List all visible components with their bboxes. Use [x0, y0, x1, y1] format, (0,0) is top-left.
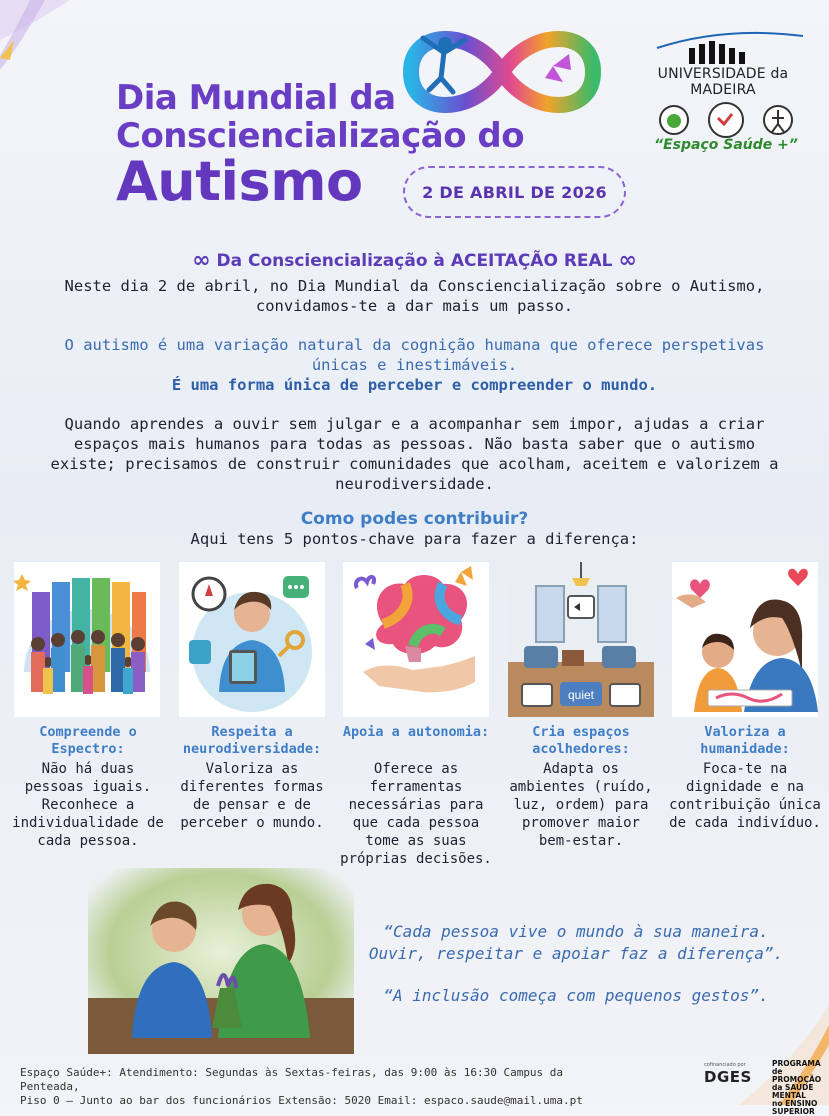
card-title-neurodiversity: Respeita a neurodiversidade:: [182, 724, 322, 757]
infinity-logo: [393, 18, 611, 126]
espaco-saude-icons: [654, 100, 804, 140]
program-line-4: no ENSINO SUPERIOR: [772, 1099, 818, 1116]
card-title-spectrum: Compreende o Espectro:: [39, 724, 137, 757]
university-name: UNIVERSIDADE da MADEIRA: [657, 66, 789, 98]
card-body-neurodiversity: Valoriza as diferentes formas de pensar e de perceber o mundo.: [180, 761, 324, 831]
date-badge: 2 DE ABRIL DE 2026: [403, 166, 626, 218]
section-title: Como podes contribuir?: [300, 509, 529, 529]
card-image-neurodiversity: [179, 562, 325, 717]
card-body-spaces: Adapta os ambientes (ruído, luz, ordem) para promover maior bem-estar.: [509, 761, 653, 849]
footer-line-1: Espaço Saúde+: Atendimento: Segundas às Sextas-feiras, das 9:00 às 16:30 Campus da Penteada,: [20, 1066, 564, 1093]
headline-text: Da Consciencialização à ACEITAÇÃO REAL: [216, 251, 613, 271]
intro-paragraph-2: O autismo é uma variação natural da cognição humana que oferece perspetivas únicas e inestimáveis.: [64, 336, 765, 374]
quote-1: “Cada pessoa vive o mundo à sua maneira. Ouvir, respeitar e apoiar faz a diferença”.: [368, 922, 784, 963]
uma-logo-icon: [655, 30, 805, 66]
program-logo: [772, 1059, 824, 1116]
title-line-1: Dia Mundial da: [116, 78, 396, 118]
espaco-saude-logo: “Espaço Saúde +”: [654, 137, 798, 153]
program-line-3: da SAÚDE MENTAL: [772, 1083, 814, 1100]
dges-logo: [704, 1062, 764, 1096]
quote-2: “A inclusão começa com pequenos gestos”.: [383, 986, 769, 1005]
dges-name: DGES: [704, 1068, 752, 1086]
footer-info: [20, 1066, 620, 1108]
card-body-spectrum: Não há duas pessoas iguais. Reconhece a individualidade de cada pessoa.: [12, 761, 164, 849]
card-title-autonomy: Apoia a autonomia:: [342, 724, 490, 740]
intro-paragraph-1: Neste dia 2 de abril, no Dia Mundial da Consciencialização sobre o Autismo, convidamos-te a dar mais um passo.: [64, 277, 765, 315]
title-line-2: Consciencialização do: [116, 116, 525, 156]
intro-paragraph-3: Quando aprendes a ouvir sem julgar e a acompanhar sem impor, ajudas a criar espaços mais humanos para todas as pessoas. Não basta saber que o autismo existe; precisamos de construir comunidades que acolham, aceitem e valorizem a neurodiversidade.: [50, 415, 779, 493]
program-line-1: PROGRAMA: [772, 1059, 821, 1068]
card-title-humanity: Valoriza a humanidade:: [700, 724, 790, 757]
footer-line-2: Piso 0 – Junto ao bar dos funcionários Extensão: 5020 Email: espaco.saude@mail.uma.pt: [20, 1094, 583, 1107]
intro-highlight: É uma forma única de perceber e compreender o mundo.: [171, 376, 658, 394]
card-image-autonomy: [343, 562, 489, 717]
card-title-spaces: Cria espaços acolhedores:: [532, 724, 630, 757]
section-subtitle: Aqui tens 5 pontos-chave para fazer a diferença:: [190, 530, 639, 548]
headline: [0, 248, 829, 273]
corner-decoration: [0, 0, 120, 110]
gardening-photo: [88, 868, 354, 1054]
quiet-sign: quiet: [567, 688, 595, 702]
infinity-icon: ∞: [192, 248, 211, 273]
card-image-spectrum: [14, 562, 160, 717]
card-image-humanity: [672, 562, 818, 717]
card-body-humanity: Foca-te na dignidade e na contribuição única de cada indivíduo.: [669, 761, 821, 831]
card-image-spaces: [508, 562, 654, 717]
program-line-2: de PROMOÇÃO: [772, 1067, 822, 1084]
card-body-autonomy: Oferece as ferramentas necessárias para que cada pessoa tome as suas próprias decisões.: [340, 761, 492, 867]
title-line-3: Autismo: [116, 150, 363, 213]
infinity-icon: ∞: [618, 248, 637, 273]
dges-caption: cofinanciado por: [704, 1062, 746, 1068]
